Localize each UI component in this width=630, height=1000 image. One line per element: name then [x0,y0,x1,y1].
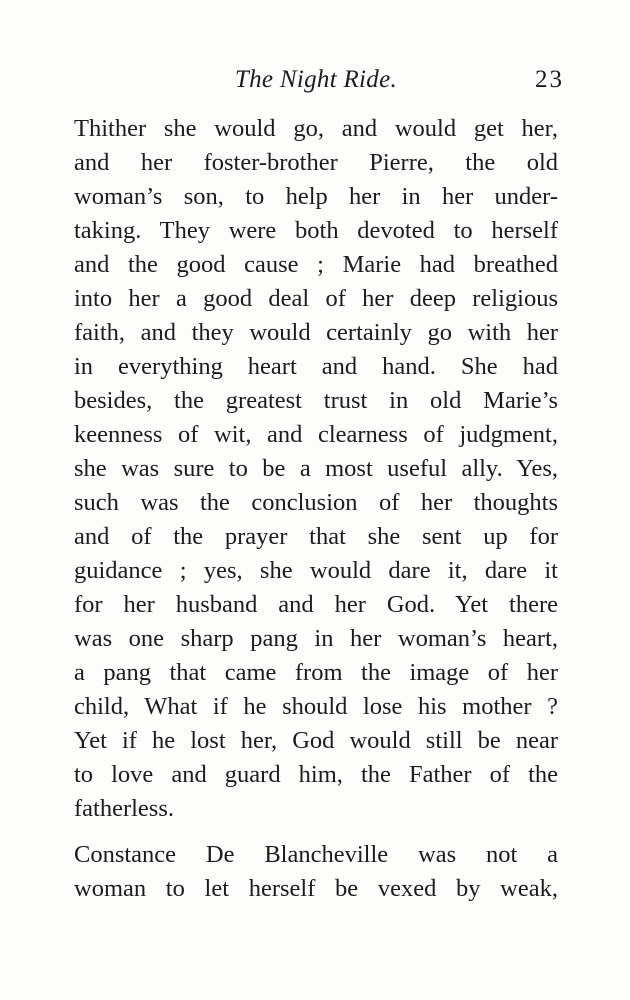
paragraph [74,838,558,906]
text-line: guidance ; yes, she would dare it, dare it [74,557,558,584]
text-line: and of the prayer that she sent up for [74,523,558,550]
text-line: to love and guard him, the Father of the [74,761,558,788]
page-number: 23 [535,66,564,93]
text-line: Constance De Blancheville was not a [74,841,558,868]
text-line: a pang that came from the image of her [74,659,558,686]
paragraph-gap [74,826,558,838]
running-head [74,66,564,106]
text-line: was one sharp pang in her woman’s heart, [74,625,558,652]
text-line: woman’s son, to help her in her under- [74,183,558,210]
text-line: taking. They were both devoted to herself [74,217,558,244]
text-line: in everything heart and hand. She had [74,353,558,380]
text-line: Thither she would go, and would get her, [74,115,558,142]
text-line: child, What if he should lose his mother ? [74,693,558,720]
text-line: keenness of wit, and clearness of judgment, [74,421,558,448]
text-line: and the good cause ; Marie had breathed [74,251,558,278]
text-line: woman to let herself be vexed by weak, [74,875,558,902]
text-line: faith, and they would certainly go with her [74,319,558,346]
text-line: fatherless. [74,795,174,822]
text-line: Yet if he lost her, God would still be near [74,727,558,754]
text-line: besides, the greatest trust in old Marie’s [74,387,558,414]
paragraph [74,112,558,826]
text-line: for her husband and her God. Yet there [74,591,558,618]
text-line: she was sure to be a most useful ally. Yes, [74,455,558,482]
running-title: The Night Ride. [234,66,398,93]
text-line: into her a good deal of her deep religious [74,285,558,312]
text-line: such was the conclusion of her thoughts [74,489,558,516]
text-line: and her foster-brother Pierre, the old [74,149,558,176]
body-text [74,112,558,906]
